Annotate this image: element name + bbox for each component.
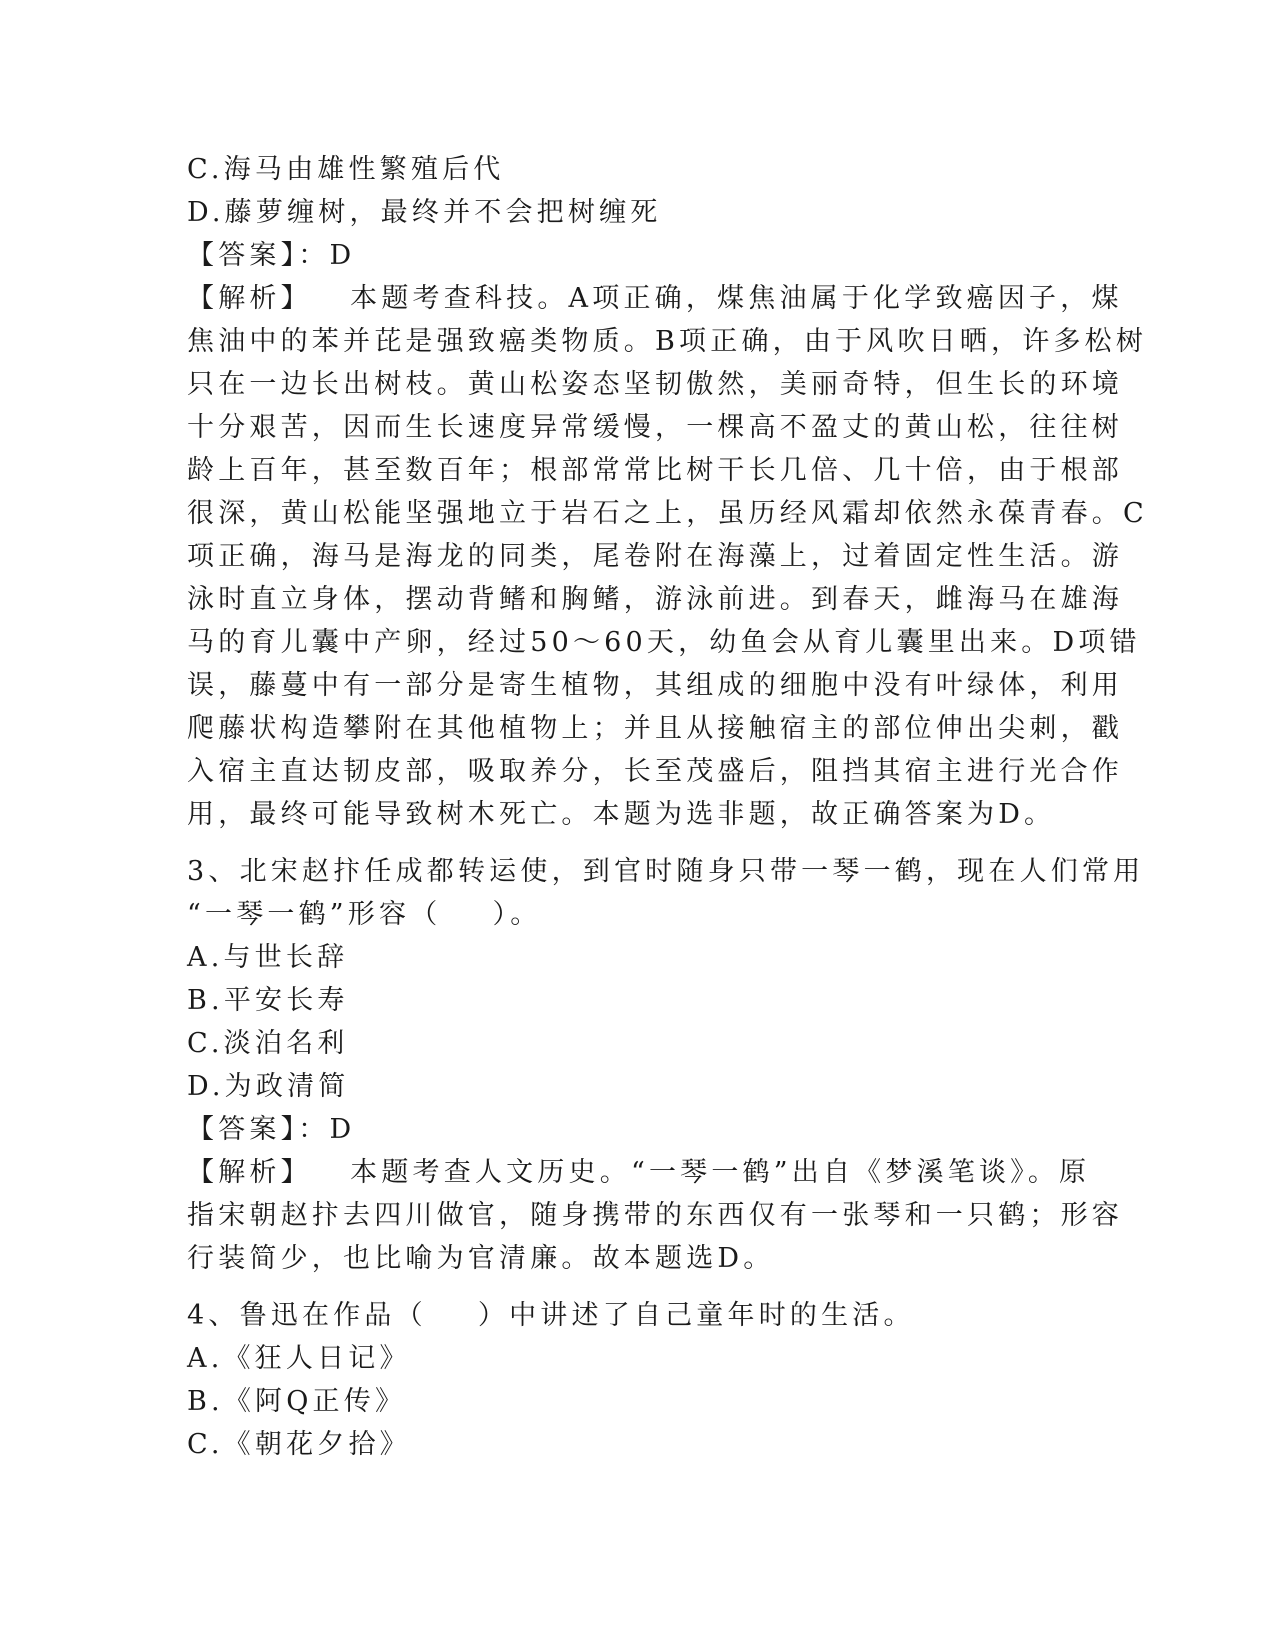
spacer xyxy=(187,836,1087,850)
explanation-line: 马的育儿囊中产卵，经过50～60天，幼鱼会从育儿囊里出来。D项错 xyxy=(187,627,1141,658)
explanation-line: 泳时直立身体，摆动背鳍和胸鳍，游泳前进。到春天，雌海马在雄海 xyxy=(187,584,1123,615)
option-b: B.平安长寿 xyxy=(187,985,349,1016)
answer: 【答案】：D xyxy=(187,1114,356,1145)
explanation-line: 【解析】 本题考查人文历史。“一琴一鹤”出自《梦溪笔谈》。原 xyxy=(187,1157,1091,1188)
explanation-line: 入宿主直达韧皮部，吸取养分，长至茂盛后，阻挡其宿主进行光合作 xyxy=(187,756,1123,787)
question-stem: 4、鲁迅在作品（ ）中讲述了自己童年时的生活。 xyxy=(187,1300,915,1331)
option-b: B.《阿Q正传》 xyxy=(187,1386,407,1417)
explanation-line: 误，藤蔓中有一部分是寄生植物，其组成的细胞中没有叶绿体，利用 xyxy=(187,670,1123,701)
option-a: A.《狂人日记》 xyxy=(187,1343,411,1374)
explanation-line: 用，最终可能导致树木死亡。本题为选非题，故正确答案为D。 xyxy=(187,799,1056,830)
question-4 xyxy=(187,1294,1087,1466)
explanation-line: 龄上百年，甚至数百年；根部常常比树干长几倍、几十倍，由于根部 xyxy=(187,455,1123,486)
option-c: C.《朝花夕拾》 xyxy=(187,1429,411,1460)
spacer xyxy=(187,1280,1087,1294)
option-c: C.海马由雄性繁殖后代 xyxy=(187,154,505,185)
option-d: D.为政清简 xyxy=(187,1071,350,1102)
answer: 【答案】：D xyxy=(187,240,356,271)
option-d: D.藤萝缠树，最终并不会把树缠死 xyxy=(187,197,662,228)
question-2-continuation xyxy=(187,148,1148,836)
explanation-line: 爬藤状构造攀附在其他植物上；并且从接触宿主的部位伸出尖刺，戳 xyxy=(187,713,1123,744)
explanation-line: 十分艰苦，因而生长速度异常缓慢，一棵高不盈丈的黄山松，往往树 xyxy=(187,412,1123,443)
question-3 xyxy=(187,850,1145,1280)
explanation-line: 焦油中的苯并芘是强致癌类物质。B项正确，由于风吹日晒，许多松树 xyxy=(187,326,1148,357)
document-body xyxy=(187,148,1148,1466)
question-stem: “一琴一鹤”形容（ ）。 xyxy=(187,899,542,930)
explanation-line: 项正确，海马是海龙的同类，尾卷附在海藻上，过着固定性生活。游 xyxy=(187,541,1123,572)
explanation-line: 行装简少，也比喻为官清廉。故本题选D。 xyxy=(187,1243,775,1274)
option-c: C.淡泊名利 xyxy=(187,1028,349,1059)
option-a: A.与世长辞 xyxy=(187,942,349,973)
explanation-line: 指宋朝赵抃去四川做官，随身携带的东西仅有一张琴和一只鹤；形容 xyxy=(187,1200,1123,1231)
explanation-line: 只在一边长出树枝。黄山松姿态坚韧傲然，美丽奇特，但生长的环境 xyxy=(187,369,1123,400)
explanation-line: 【解析】 本题考查科技。A项正确，煤焦油属于化学致癌因子，煤 xyxy=(187,283,1123,314)
question-stem: 3、北宋赵抃任成都转运使，到官时随身只带一琴一鹤，现在人们常用 xyxy=(187,856,1145,887)
explanation-line: 很深，黄山松能坚强地立于岩石之上，虽历经风霜却依然永葆青春。C xyxy=(187,498,1148,529)
